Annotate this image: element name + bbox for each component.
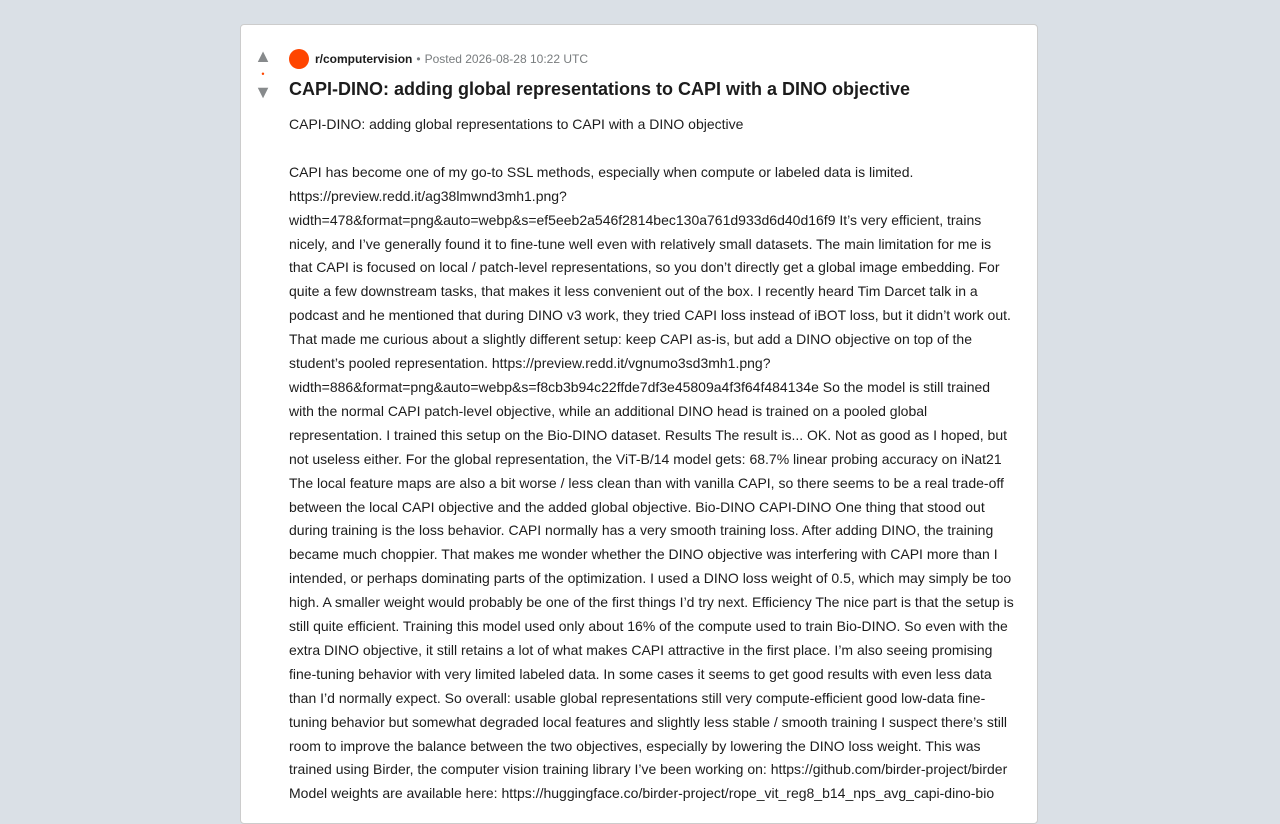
vote-score: • xyxy=(261,69,265,79)
upvote-arrow-icon[interactable]: ▲ xyxy=(254,46,272,66)
post-body: CAPI-DINO: adding global representations to CAPI with a DINO objective CAPI has become one of my go-to SSL methods, especially when compute or labeled data is limited. https://preview.redd.it/ag38lmwnd3mh1.png?width=478&format=png&auto=webp&s=ef5eeb2a546f2814bec130a761d933d6d40d16f9 It’s very efficient, trains nicely, and I’ve generally found it to fine-tune well even with relatively small datasets. The main limitation for me is that CAPI is focused on local / patch-level representations, so you don’t directly get a global image embedding. For quite a few downstream tasks, that makes it less convenient out of the box. I recently heard Tim Darcet talk in a podcast and he mentioned that during DINO v3 work, they tried CAPI loss instead of iBOT loss, but it didn’t work out. That made me curious about a slightly different setup: keep CAPI as-is, but add a DINO objective on top of the student’s pooled representation. https://preview.redd.it/vgnumo3sd3mh1.png?width=886&format=png&auto=webp&s=f8cb3b94c22ffde7df3e45809a4f3f64f484134e So the model is still trained with the normal CAPI patch-level objective, while an additional DINO head is trained on a pooled global representation. I trained this setup on the Bio-DINO dataset. Results The result is... OK. Not as good as I hoped, but not useless either. For the global representation, the ViT-B/14 model gets: 68.7% linear probing accuracy on iNat21 The local feature maps are also a bit worse / less clean than with vanilla CAPI, so there seems to be a real trade-off between the local CAPI objective and the added global objective. Bio-DINO CAPI-DINO One thing that stood out during training is the loss behavior. CAPI normally has a very smooth training loss. After adding DINO, the training became much choppier. That makes me wonder whether the DINO objective was interfering with CAPI more than I intended, or perhaps dominating parts of the optimization. I used a DINO loss weight of 0.5, which may simply be too high. A smaller weight would probably be one of the first things I’d try next. Efficiency The nice part is that the setup is still quite efficient. Training this model used only about 16% of the compute used to train Bio-DINO. So even with the extra DINO objective, it still retains a lot of what makes CAPI attractive in the first place. I’m also seeing promising fine-tuning behavior with very limited labeled data. In some cases it seems to get good results with even less data than I’d normally expect. So overall: usable global representations still very compute-efficient good low-data fine-tuning behavior but somewhat degraded local features and slightly less stable / smooth training I suspect there’s still room to improve the balance between the two objectives, especially by lowering the DINO loss weight. This was trained using Birder, the computer vision training library I’ve been working on: https://github.com/birder-project/birder Model weights are available here: https://huggingface.co/birder-project/rope_vit_reg8_b14_nps_avg_capi-dino-bio xyxy=(289,116,1014,802)
post-title[interactable]: CAPI-DINO: adding global representations to CAPI with a DINO objective xyxy=(289,79,911,99)
vote-column xyxy=(241,47,285,101)
downvote-arrow-icon[interactable]: ▼ xyxy=(254,82,272,102)
post-card xyxy=(240,24,1038,824)
post-timestamp: Posted 2026-08-28 10:22 UTC xyxy=(424,52,588,66)
meta-separator: • xyxy=(416,52,421,66)
post-meta xyxy=(289,49,1017,69)
subreddit-name[interactable]: r/computervision xyxy=(315,52,413,66)
post-content xyxy=(289,49,1017,806)
subreddit-icon[interactable] xyxy=(289,49,309,69)
